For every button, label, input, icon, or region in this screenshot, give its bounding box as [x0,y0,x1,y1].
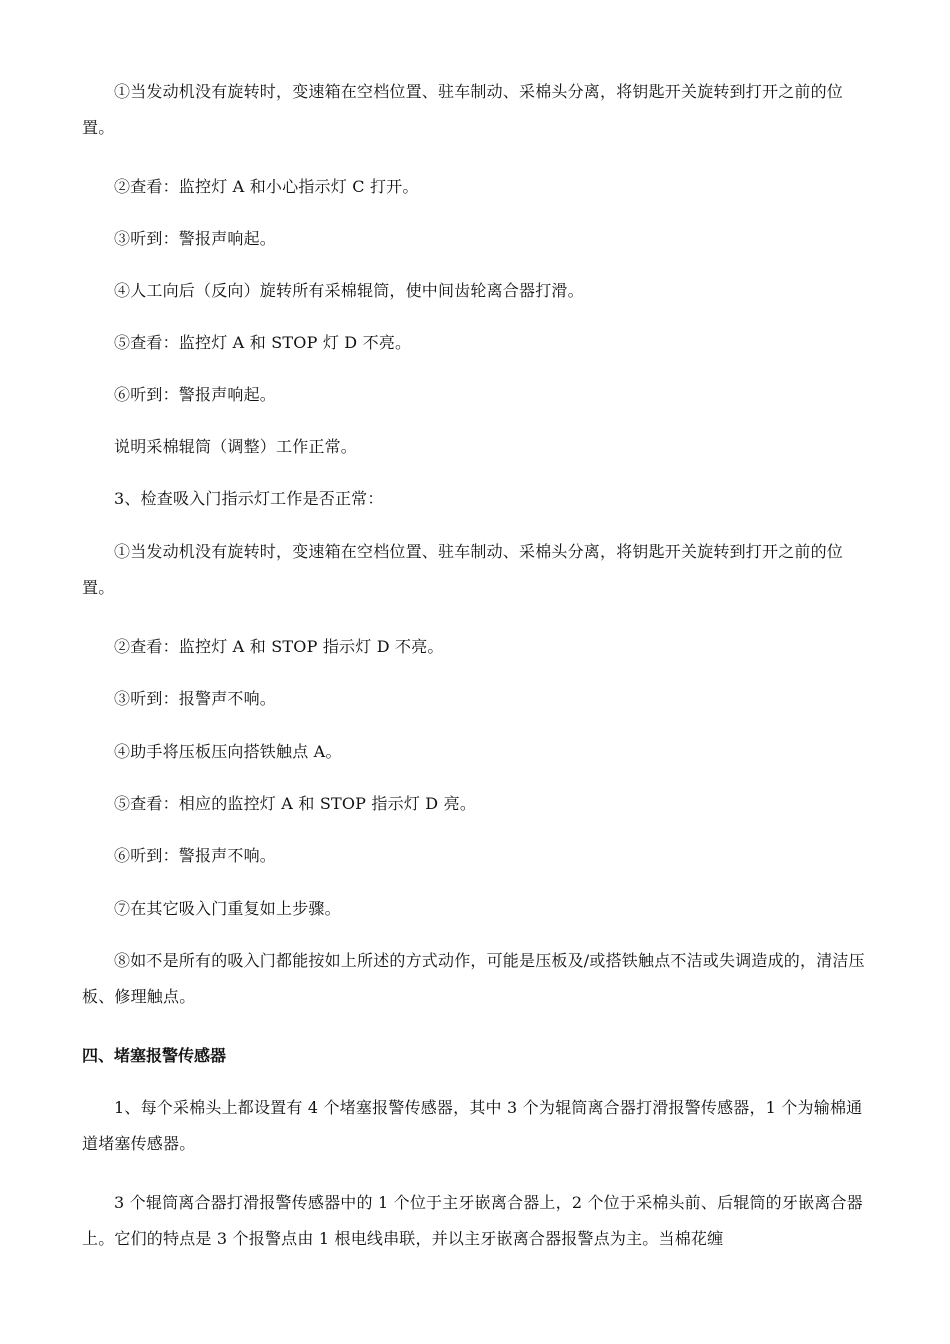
section-paragraph-2: 3 个辊筒离合器打滑报警传感器中的 1 个位于主牙嵌离合器上，2 个位于采棉头前、后辊筒的牙嵌离合器上。它们的特点是 3 个报警点由 1 根电线串联，并以主牙嵌离合器报警点为主。当棉花缠 [82,1193,863,1248]
intake-step-1-paragraph: ①当发动机没有旋转时，变速箱在空档位置、驻车制动、采棉头分离，将钥匙开关旋转到打开之前的位置。 [82,542,844,597]
intake-step-6-paragraph: ⑥听到：警报声不响。 [114,846,277,865]
intake-step-8-paragraph: ⑧如不是所有的吸入门都能按如上所述的方式动作，可能是压板及/或搭铁触点不洁或失调造成的，清洁压板、修理触点。 [82,951,865,1006]
intake-step-4-paragraph: ④助手将压板压向搭铁触点 A。 [114,742,342,761]
step-1-paragraph: ①当发动机没有旋转时，变速箱在空档位置、驻车制动、采棉头分离，将钥匙开关旋转到打开之前的位置。 [82,82,844,137]
step-6-paragraph: ⑥听到：警报声响起。 [114,385,277,404]
step-4-paragraph: ④人工向后（反向）旋转所有采棉辊筒，使中间齿轮离合器打滑。 [114,281,584,300]
intake-step-2-paragraph: ②查看：监控灯 A 和 STOP 指示灯 D 不亮。 [114,637,444,656]
step-3-paragraph: ③听到：警报声响起。 [114,229,277,248]
conclusion-paragraph: 说明采棉辊筒（调整）工作正常。 [114,437,358,456]
intake-step-7-paragraph: ⑦在其它吸入门重复如上步骤。 [114,899,341,918]
section-heading: 四、堵塞报警传感器 [82,1046,227,1065]
check-intake-doors-heading: 3、检查吸入门指示灯工作是否正常： [114,489,384,508]
step-2-paragraph: ②查看：监控灯 A 和小心指示灯 C 打开。 [114,177,419,196]
intake-step-5-paragraph: ⑤查看：相应的监控灯 A 和 STOP 指示灯 D 亮。 [114,794,477,813]
step-5-paragraph: ⑤查看：监控灯 A 和 STOP 灯 D 不亮。 [114,333,412,352]
intake-step-3-paragraph: ③听到：报警声不响。 [114,689,277,708]
section-paragraph-1: 1、每个采棉头上都设置有 4 个堵塞报警传感器，其中 3 个为辊筒离合器打滑报警传感器，1 个为输棉通道堵塞传感器。 [82,1098,863,1153]
